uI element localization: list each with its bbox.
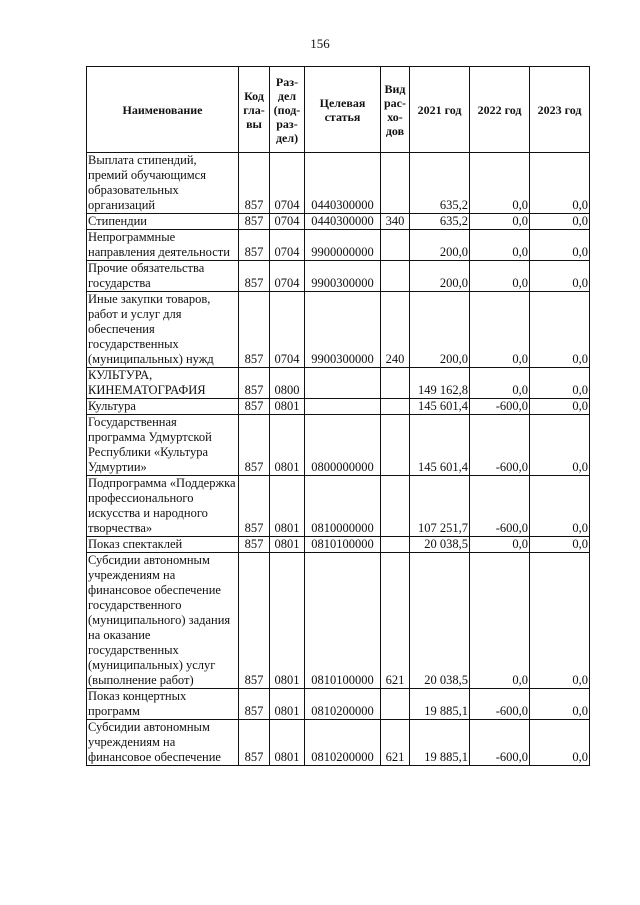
row-target: 0440300000 [305, 153, 381, 214]
row-expense [381, 689, 410, 720]
table-row [87, 399, 590, 415]
table-row [87, 720, 590, 766]
header-2021: 2021 год [410, 67, 470, 153]
row-2022: 0,0 [470, 214, 530, 230]
row-2021: 19 885,1 [410, 689, 470, 720]
row-2023: 0,0 [530, 553, 590, 689]
row-2023: 0,0 [530, 537, 590, 553]
row-expense [381, 476, 410, 537]
row-2023: 0,0 [530, 368, 590, 399]
row-section: 0704 [270, 261, 305, 292]
row-target: 0810200000 [305, 720, 381, 766]
row-expense [381, 415, 410, 476]
row-2022: -600,0 [470, 399, 530, 415]
row-2023: 0,0 [530, 261, 590, 292]
row-section: 0801 [270, 689, 305, 720]
row-2021: 145 601,4 [410, 399, 470, 415]
row-expense [381, 537, 410, 553]
table-header [87, 67, 590, 153]
row-2022: -600,0 [470, 689, 530, 720]
row-chapter: 857 [239, 689, 270, 720]
row-2021: 200,0 [410, 292, 470, 368]
row-target: 9900000000 [305, 230, 381, 261]
row-chapter: 857 [239, 292, 270, 368]
row-name: Выплата стипендий, премий обучающимся образовательных организаций [87, 153, 239, 214]
row-2023: 0,0 [530, 292, 590, 368]
row-expense [381, 368, 410, 399]
row-section: 0801 [270, 553, 305, 689]
row-2021: 635,2 [410, 214, 470, 230]
row-chapter: 857 [239, 553, 270, 689]
row-name: Иные закупки товаров, работ и услуг для обеспечения государственных (муниципальных) нужд [87, 292, 239, 368]
row-2021: 20 038,5 [410, 553, 470, 689]
row-2022: 0,0 [470, 153, 530, 214]
row-chapter: 857 [239, 368, 270, 399]
table-row [87, 537, 590, 553]
row-section: 0704 [270, 230, 305, 261]
row-2021: 635,2 [410, 153, 470, 214]
row-name: Культура [87, 399, 239, 415]
row-expense: 621 [381, 553, 410, 689]
row-chapter: 857 [239, 153, 270, 214]
row-expense: 240 [381, 292, 410, 368]
row-2022: 0,0 [470, 261, 530, 292]
row-2022: 0,0 [470, 368, 530, 399]
row-name: Непрограммные направления деятельности [87, 230, 239, 261]
row-chapter: 857 [239, 720, 270, 766]
row-section: 0801 [270, 415, 305, 476]
row-2021: 149 162,8 [410, 368, 470, 399]
table-row [87, 230, 590, 261]
row-name: Показ спектаклей [87, 537, 239, 553]
row-section: 0801 [270, 537, 305, 553]
row-section: 0801 [270, 399, 305, 415]
row-target: 9900300000 [305, 261, 381, 292]
row-2023: 0,0 [530, 214, 590, 230]
row-name: Субсидии автономным учреждениям на финансовое обеспечение [87, 720, 239, 766]
row-target: 9900300000 [305, 292, 381, 368]
row-chapter: 857 [239, 537, 270, 553]
header-name: Наименование [87, 67, 239, 153]
row-2023: 0,0 [530, 720, 590, 766]
row-chapter: 857 [239, 214, 270, 230]
row-2021: 145 601,4 [410, 415, 470, 476]
row-chapter: 857 [239, 230, 270, 261]
row-2022: 0,0 [470, 230, 530, 261]
row-expense [381, 261, 410, 292]
row-2021: 200,0 [410, 230, 470, 261]
row-section: 0704 [270, 292, 305, 368]
row-expense [381, 230, 410, 261]
row-expense [381, 153, 410, 214]
row-target: 0810100000 [305, 537, 381, 553]
row-chapter: 857 [239, 476, 270, 537]
budget-table [86, 66, 590, 766]
row-name: Государственная программа Удмуртской Республики «Культура Удмуртии» [87, 415, 239, 476]
row-name: Стипендии [87, 214, 239, 230]
row-2022: -600,0 [470, 476, 530, 537]
row-target: 0810100000 [305, 553, 381, 689]
row-2023: 0,0 [530, 230, 590, 261]
table-row [87, 689, 590, 720]
table-row [87, 415, 590, 476]
row-2023: 0,0 [530, 399, 590, 415]
row-2022: -600,0 [470, 415, 530, 476]
row-2022: -600,0 [470, 720, 530, 766]
row-chapter: 857 [239, 415, 270, 476]
table-body [87, 153, 590, 766]
row-2023: 0,0 [530, 476, 590, 537]
header-section: Раз- дел (под- раз- дел) [270, 67, 305, 153]
row-section: 0801 [270, 476, 305, 537]
row-name: Показ концертных программ [87, 689, 239, 720]
table-row [87, 153, 590, 214]
row-2021: 107 251,7 [410, 476, 470, 537]
row-target: 0810000000 [305, 476, 381, 537]
row-2022: 0,0 [470, 553, 530, 689]
row-2022: 0,0 [470, 537, 530, 553]
row-name: Подпрограмма «Поддержка профессионального искусства и народного творчества» [87, 476, 239, 537]
row-target [305, 368, 381, 399]
table-row [87, 476, 590, 537]
row-2023: 0,0 [530, 415, 590, 476]
header-2022: 2022 год [470, 67, 530, 153]
header-2023: 2023 год [530, 67, 590, 153]
row-target: 0440300000 [305, 214, 381, 230]
row-expense [381, 399, 410, 415]
row-section: 0704 [270, 214, 305, 230]
table-row [87, 214, 590, 230]
table-row [87, 553, 590, 689]
row-2021: 19 885,1 [410, 720, 470, 766]
header-chapter: Код гла- вы [239, 67, 270, 153]
table-row [87, 368, 590, 399]
row-2021: 20 038,5 [410, 537, 470, 553]
row-chapter: 857 [239, 261, 270, 292]
row-chapter: 857 [239, 399, 270, 415]
row-2021: 200,0 [410, 261, 470, 292]
row-target: 0800000000 [305, 415, 381, 476]
header-expense: Вид рас- хо- дов [381, 67, 410, 153]
row-target [305, 399, 381, 415]
row-name: КУЛЬТУРА, КИНЕМАТОГРАФИЯ [87, 368, 239, 399]
row-2023: 0,0 [530, 153, 590, 214]
table-row [87, 292, 590, 368]
row-section: 0704 [270, 153, 305, 214]
row-2022: 0,0 [470, 292, 530, 368]
row-name: Субсидии автономным учреждениям на финансовое обеспечение государственного (муниципального) задания на оказание государственных (муниципальных) услуг (выполнение работ) [87, 553, 239, 689]
row-2023: 0,0 [530, 689, 590, 720]
header-target: Целевая статья [305, 67, 381, 153]
row-name: Прочие обязательства государства [87, 261, 239, 292]
row-section: 0800 [270, 368, 305, 399]
row-expense: 621 [381, 720, 410, 766]
table-row [87, 261, 590, 292]
row-expense: 340 [381, 214, 410, 230]
page-number: 156 [310, 36, 330, 51]
row-section: 0801 [270, 720, 305, 766]
row-target: 0810200000 [305, 689, 381, 720]
